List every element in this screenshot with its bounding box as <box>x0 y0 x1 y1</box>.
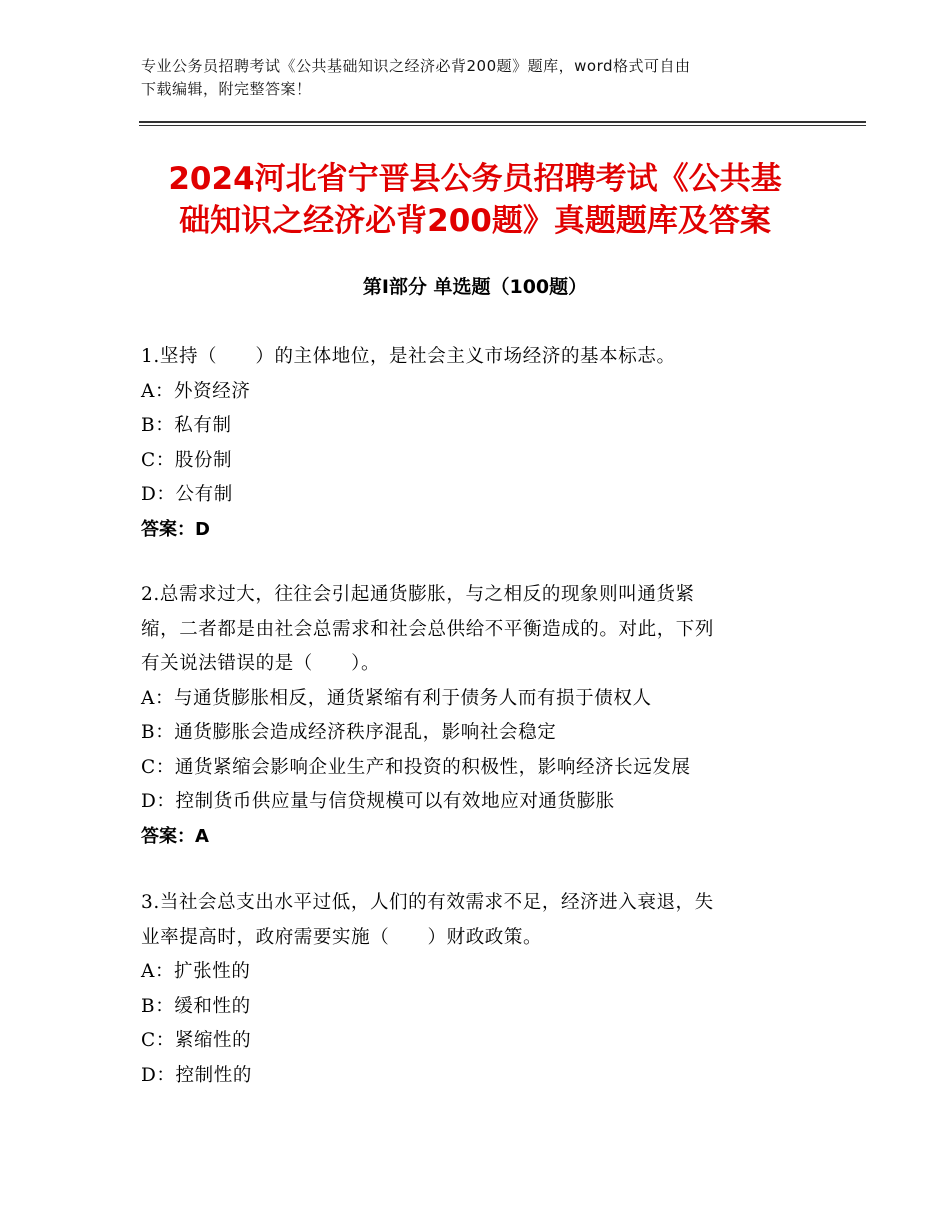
answer: 答案：A <box>141 825 209 847</box>
question-stem: 2.总需求过大，往往会引起通货膨胀，与之相反的现象则叫通货紧 <box>141 584 695 605</box>
option-c: C：通货紧缩会影响企业生产和投资的积极性，影响经济长远发展 <box>141 756 691 778</box>
document-title <box>120 158 830 242</box>
option-c: C：股份制 <box>141 449 233 471</box>
option-d: D：公有制 <box>141 484 233 505</box>
answer: 答案：D <box>141 518 210 540</box>
title-line: 础知识之经济必背200题》真题题库及答案 <box>179 203 771 239</box>
header-divider <box>139 121 866 123</box>
option-b: B：通货膨胀会造成经济秩序混乱，影响社会稳定 <box>141 722 557 743</box>
option-b: B：私有制 <box>141 415 232 436</box>
question-stem: 有关说法错误的是（ ）。 <box>141 653 381 674</box>
question-stem: 缩，二者都是由社会总需求和社会总供给不平衡造成的。对此，下列 <box>141 618 715 640</box>
option-a: A：外资经济 <box>141 380 251 402</box>
question-2 <box>141 578 801 854</box>
question-1 <box>141 340 801 547</box>
option-d: D：控制性的 <box>141 1064 252 1086</box>
title-line: 2024河北省宁晋县公务员招聘考试《公共基 <box>168 161 782 197</box>
option-a: A：与通货膨胀相反，通货紧缩有利于债务人而有损于债权人 <box>141 687 652 709</box>
header-note-line: 下载编辑，附完整答案！ <box>141 80 312 98</box>
option-a: A：扩张性的 <box>141 961 251 982</box>
question-3 <box>141 886 801 1093</box>
option-c: C：紧缩性的 <box>141 1030 252 1051</box>
question-stem: 业率提高时，政府需要实施（ ）财政政策。 <box>141 926 543 948</box>
header-note <box>141 55 831 101</box>
header-note-line: 专业公务员招聘考试《公共基础知识之经济必背200题》题库，word格式可自由 <box>141 57 691 75</box>
header-divider <box>139 125 866 126</box>
question-stem: 1.坚持（ ）的主体地位，是社会主义市场经济的基本标志。 <box>141 346 676 367</box>
question-stem: 3.当社会总支出水平过低，人们的有效需求不足，经济进入衰退，失 <box>141 892 714 913</box>
option-b: B：缓和性的 <box>141 995 251 1017</box>
option-d: D：控制货币供应量与信贷规模可以有效地应对通货膨胀 <box>141 791 615 812</box>
section-title: 第Ⅰ部分 单选题（100题） <box>362 276 588 298</box>
